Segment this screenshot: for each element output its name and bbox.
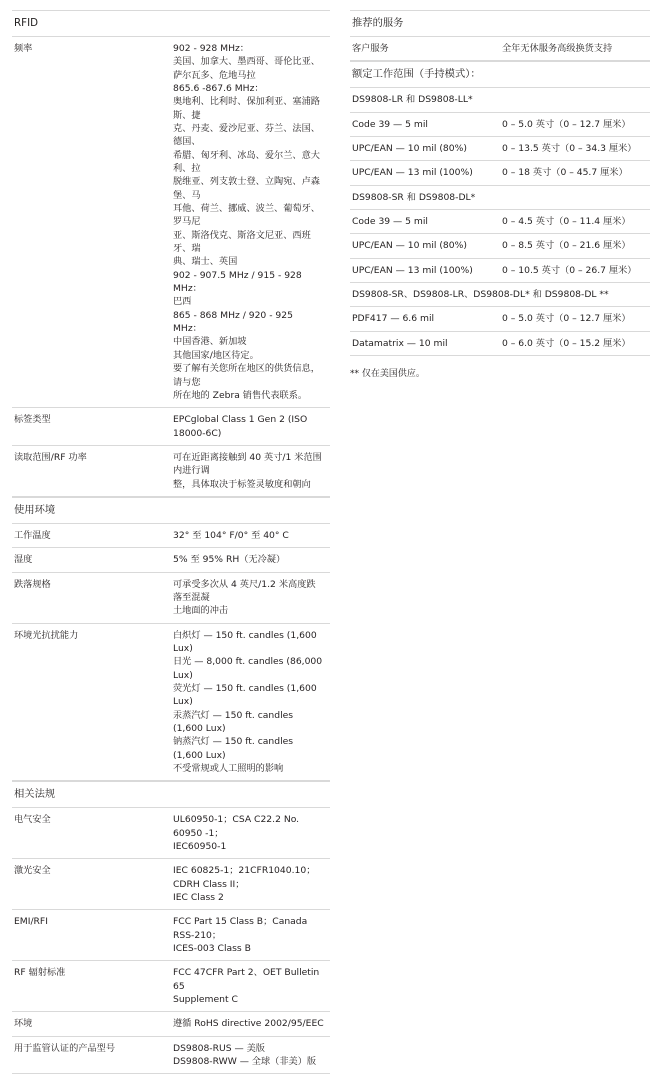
table-row: [12, 859, 330, 910]
section-title: 相关法规: [12, 782, 330, 808]
row-label: Datamatrix — 10 mil: [350, 331, 500, 355]
left-column: [12, 10, 330, 1074]
row-label: Code 39 — 5 mil: [350, 112, 500, 136]
value-line: 865.6 -867.6 MHz：: [173, 82, 264, 94]
row-value: [171, 523, 330, 547]
value-line: 32° 至 104° F/0° 至 40° C: [173, 529, 289, 541]
row-value: [171, 859, 330, 910]
section-regulatory: [12, 781, 330, 1074]
group-title: DS9808-SR、DS9808-LR、DS9808-DL* 和 DS9808-DL **: [350, 282, 650, 306]
row-label: 客户服务: [350, 36, 500, 60]
section-header-regulatory: [12, 782, 330, 808]
value-line: 巴西: [173, 296, 192, 308]
table-row: [350, 36, 650, 60]
group-title: DS9808-LR 和 DS9808-LL*: [350, 88, 650, 112]
row-value: [171, 1036, 330, 1074]
table-row: [350, 331, 650, 355]
value-line: 中国香港、新加坡: [173, 336, 247, 348]
value-line: EPCglobal Class 1 Gen 2 (ISO 18000-6C): [173, 414, 308, 439]
row-value: [171, 572, 330, 623]
row-label: RF 辐射标准: [12, 961, 171, 1012]
value-line: IEC60950-1: [173, 840, 227, 852]
value-line: 其他国家/地区待定。: [173, 349, 259, 361]
row-label: EMI/RFI: [12, 910, 171, 961]
row-value: [171, 408, 330, 446]
row-label: PDF417 — 6.6 mil: [350, 307, 500, 331]
value-line: 亚、斯洛伐克、斯洛文尼亚、西班牙、瑞: [173, 229, 311, 255]
section-title: RFID: [12, 11, 330, 37]
row-value: [171, 445, 330, 496]
table-row: [350, 307, 650, 331]
section-header-rfid: [12, 11, 330, 37]
section-environment: [12, 497, 330, 781]
value-line: 汞蒸汽灯 — 150 ft. candles (1,600 Lux): [173, 709, 294, 734]
value-line: FCC 47CFR Part 2、OET Bulletin 65: [173, 967, 320, 992]
table-row: [12, 961, 330, 1012]
value-line: 遵循 RoHS directive 2002/95/EEC: [173, 1018, 324, 1030]
footnote: ** 仅在美国供应。: [350, 368, 425, 379]
table-row: [12, 408, 330, 446]
value-line: 所在地的 Zebra 销售代表联系。: [173, 389, 308, 401]
row-value: 0 – 5.0 英寸（0 – 12.7 厘米）: [500, 112, 650, 136]
row-label: 频率: [12, 36, 171, 407]
row-value: 0 – 8.5 英寸（0 – 21.6 厘米）: [500, 234, 650, 258]
table-row: [12, 523, 330, 547]
row-label: UPC/EAN — 13 mil (100%): [350, 258, 500, 282]
table-row: [350, 161, 650, 185]
row-value: 0 – 10.5 英寸（0 – 26.7 厘米）: [500, 258, 650, 282]
value-line: Supplement C: [173, 994, 238, 1006]
value-line: 萨尔瓦多、危地马拉: [173, 69, 256, 81]
row-value: [171, 1012, 330, 1036]
row-label: UPC/EAN — 13 mil (100%): [350, 161, 500, 185]
row-value: [171, 36, 330, 407]
value-line: 可在近距离接触到 40 英寸/1 米范围内进行调: [173, 451, 322, 477]
row-label: 环境: [12, 1012, 171, 1036]
range-group-heading: [350, 185, 650, 209]
row-value: [171, 961, 330, 1012]
value-line: 美国、加拿大、墨西哥、哥伦比亚、: [173, 56, 320, 68]
table-row: [12, 808, 330, 859]
value-line: 土地面的冲击: [173, 605, 229, 617]
row-label: UPC/EAN — 10 mil (80%): [350, 234, 500, 258]
row-label: 湿度: [12, 548, 171, 572]
value-line: UL60950-1；CSA C22.2 No. 60950 -1；: [173, 814, 300, 839]
table-row: [350, 112, 650, 136]
row-label: Code 39 — 5 mil: [350, 209, 500, 233]
row-label: 工作温度: [12, 523, 171, 547]
row-value: 0 – 18 英寸（0 – 45.7 厘米）: [500, 161, 650, 185]
value-line: 日光 — 8,000 ft. candles (86,000 Lux): [173, 656, 323, 681]
section-working-ranges: [350, 61, 650, 356]
section-header-environment: [12, 497, 330, 523]
row-label: 标签类型: [12, 408, 171, 446]
value-line: 白炽灯 — 150 ft. candles (1,600 Lux): [173, 629, 317, 654]
row-value: [171, 910, 330, 961]
value-line: 要了解有关您所在地区的供货信息，请与您: [173, 363, 320, 388]
row-label: 用于监管认证的产品型号: [12, 1036, 171, 1074]
row-value: 0 – 4.5 英寸（0 – 11.4 厘米）: [500, 209, 650, 233]
value-line: 5% 至 95% RH（无冷凝）: [173, 554, 286, 566]
row-label: 激光安全: [12, 859, 171, 910]
value-line: 902 - 928 MHz：: [173, 42, 249, 54]
value-line: 整，具体取决于标签灵敏度和朝向: [173, 478, 311, 490]
table-row: [12, 623, 330, 781]
value-line: FCC Part 15 Class B；Canada RSS-210；: [173, 916, 308, 941]
value-line: IEC 60825-1；21CFR1040.10；CDRH Class II；: [173, 865, 316, 890]
value-line: 可承受多次从 4 英尺/1.2 米高度跌落至混凝: [173, 578, 316, 603]
section-title: 使用环境: [12, 497, 330, 523]
table-row: [12, 548, 330, 572]
value-line: 865 - 868 MHz / 920 - 925 MHz：: [173, 309, 293, 335]
value-line: 不受常规或人工照明的影响: [173, 763, 284, 774]
section-title: 额定工作范围（手持模式）：: [350, 62, 650, 88]
table-row: [12, 1012, 330, 1036]
row-value: [171, 808, 330, 859]
table-row: [350, 209, 650, 233]
value-line: 脱维亚、列支敦士登、立陶宛、卢森堡、马: [173, 176, 320, 201]
row-label: 电气安全: [12, 808, 171, 859]
range-group-heading: [350, 88, 650, 112]
row-label: 环境光抗扰能力: [12, 623, 171, 781]
row-value: 全年无休服务高级换货支持: [500, 36, 650, 60]
value-line: 典、瑞士、英国: [173, 256, 238, 268]
value-line: 克、丹麦、爱沙尼亚、芬兰、法国、德国、: [173, 122, 320, 148]
section-rfid: [12, 10, 330, 497]
table-row: [350, 258, 650, 282]
row-value: 0 – 13.5 英寸（0 – 34.3 厘米）: [500, 136, 650, 160]
row-value: [171, 623, 330, 781]
value-line: DS9808-RUS — 美版: [173, 1042, 265, 1054]
row-label: 读取范围/RF 功率: [12, 445, 171, 496]
section-header-working-ranges: [350, 62, 650, 88]
section-header-services: [350, 11, 650, 37]
table-row: [12, 445, 330, 496]
section-title: 推荐的服务: [350, 11, 650, 37]
two-column-layout: [12, 10, 644, 1074]
row-value: 0 – 6.0 英寸（0 – 15.2 厘米）: [500, 331, 650, 355]
value-line: 耳他、荷兰、挪威、波兰、葡萄牙、罗马尼: [173, 203, 320, 228]
section-recommended-services: [350, 10, 650, 61]
table-row: [350, 136, 650, 160]
value-line: ICES-003 Class B: [173, 943, 251, 955]
value-line: IEC Class 2: [173, 891, 224, 903]
range-group-heading: [350, 282, 650, 306]
value-line: 希腊、匈牙利、冰岛、爱尔兰、意大利、拉: [173, 149, 320, 175]
group-title: DS9808-SR 和 DS9808-DL*: [350, 185, 650, 209]
right-column: [350, 10, 650, 379]
row-label: UPC/EAN — 10 mil (80%): [350, 136, 500, 160]
row-label: 跌落规格: [12, 572, 171, 623]
value-line: 荧光灯 — 150 ft. candles (1,600 Lux): [173, 682, 317, 708]
value-line: DS9808-RWW — 全球（非美）版: [173, 1056, 317, 1068]
row-value: 0 – 5.0 英寸（0 – 12.7 厘米）: [500, 307, 650, 331]
table-row: [12, 910, 330, 961]
table-row: [12, 36, 330, 407]
row-value: [171, 548, 330, 572]
table-row: [350, 234, 650, 258]
value-line: 奥地利、比利时、保加利亚、塞浦路斯、捷: [173, 96, 320, 121]
table-row: [12, 572, 330, 623]
value-line: 902 - 907.5 MHz / 915 - 928 MHz：: [173, 269, 302, 295]
table-row: [12, 1036, 330, 1074]
value-line: 钠蒸汽灯 — 150 ft. candles (1,600 Lux): [173, 736, 294, 761]
